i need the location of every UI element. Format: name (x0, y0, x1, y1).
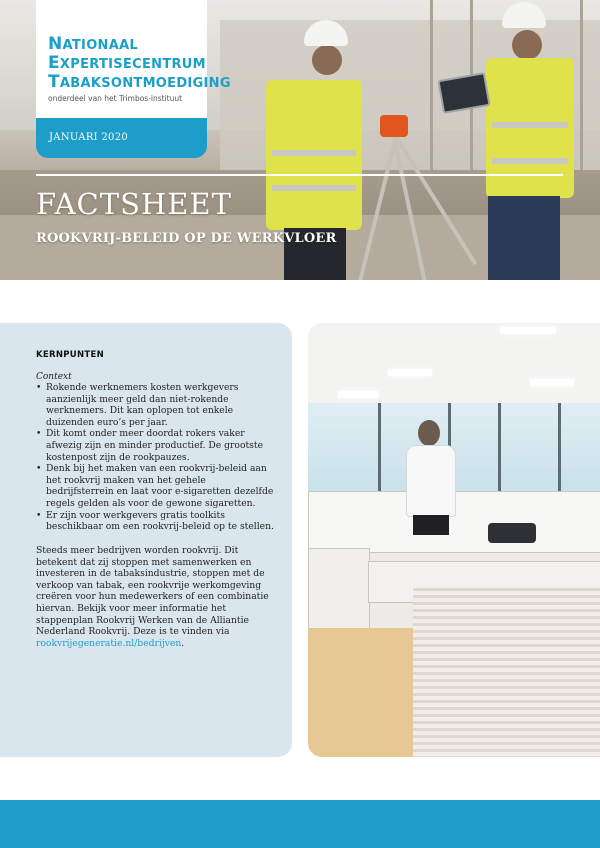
context-label: Context (36, 372, 72, 382)
date-text: JANUARI 2020 (49, 132, 129, 143)
footer-bar (0, 800, 600, 848)
page-subtitle: ROOKVRIJ-BELEID OP DE WERKVLOER (36, 231, 337, 246)
window-mullion (378, 403, 381, 493)
logo-line-1: NATIONAAL (48, 34, 139, 54)
list-item: • Denk bij het maken van een rookvrij-beleid aan het rookvrij maken van het gehele bedrijfsterrein en laat voor e-sigaretten dezelfde regels gelden als voor de gewone sigaretten. (36, 463, 276, 509)
survey-instrument (380, 115, 408, 137)
office-chair (488, 523, 536, 543)
man-pants (413, 515, 449, 535)
logo-line-2: EXPERTISECENTRUM (48, 53, 206, 73)
website-link[interactable]: rookvrijegeneratie.nl/bedrijven (36, 637, 182, 649)
cubicle-panel (413, 588, 600, 757)
list-item: • Rokende werknemers kosten werkgevers aanzienlijk meer geld dan niet-rokende werknemers. Dit kan oplopen tot enkele duizenden euro’s per jaar. (36, 382, 276, 428)
ceiling-light (338, 391, 378, 398)
window-mullion (498, 403, 501, 493)
page-title: FACTSHEET (36, 187, 232, 221)
hero-scaffold (430, 0, 433, 170)
ceiling-light (500, 327, 556, 334)
window-mullion (558, 403, 561, 493)
logo-line-3: TABAKSONTMOEDIGING (48, 72, 231, 92)
office-photo (308, 323, 600, 757)
title-divider (36, 174, 563, 176)
list-item: • Dit komt onder meer doordat rokers vaker afwezig zijn en minder productief. De grootste kostenpost zijn de rookpauzes. (36, 428, 276, 463)
date-badge (36, 118, 207, 158)
man-head (418, 420, 440, 446)
ceiling-light (388, 369, 432, 376)
logo (36, 0, 231, 118)
kernpunten-heading: KERNPUNTEN (36, 350, 105, 360)
list-item: • Er zijn voor werkgevers gratis toolkits beschikbaar om een rookvrij-beleid op te stellen. (36, 510, 276, 533)
hero-scaffold (580, 0, 583, 170)
ceiling-light (530, 379, 574, 386)
logo-subtitle: onderdeel van het Trimbos-instituut (48, 94, 183, 103)
man-shirt (406, 445, 456, 517)
body-paragraph: Steeds meer bedrijven worden rookvrij. Dit betekent dat zij stoppen met samenwerken en investeren in de tabaksindustrie, stoppen met de verkoop van tabak, een rookvrije werkomgeving creëren voor hun medewerkers of een combinatie hiervan. Bekijk voor meer informatie het stappenplan Rookvrij Werken van de Alliantie Nederland Rookvrij. Deze is te vinden via rookvrijegeneratie.nl/bedrijven. (36, 545, 269, 649)
kernpunten-list (36, 382, 276, 533)
